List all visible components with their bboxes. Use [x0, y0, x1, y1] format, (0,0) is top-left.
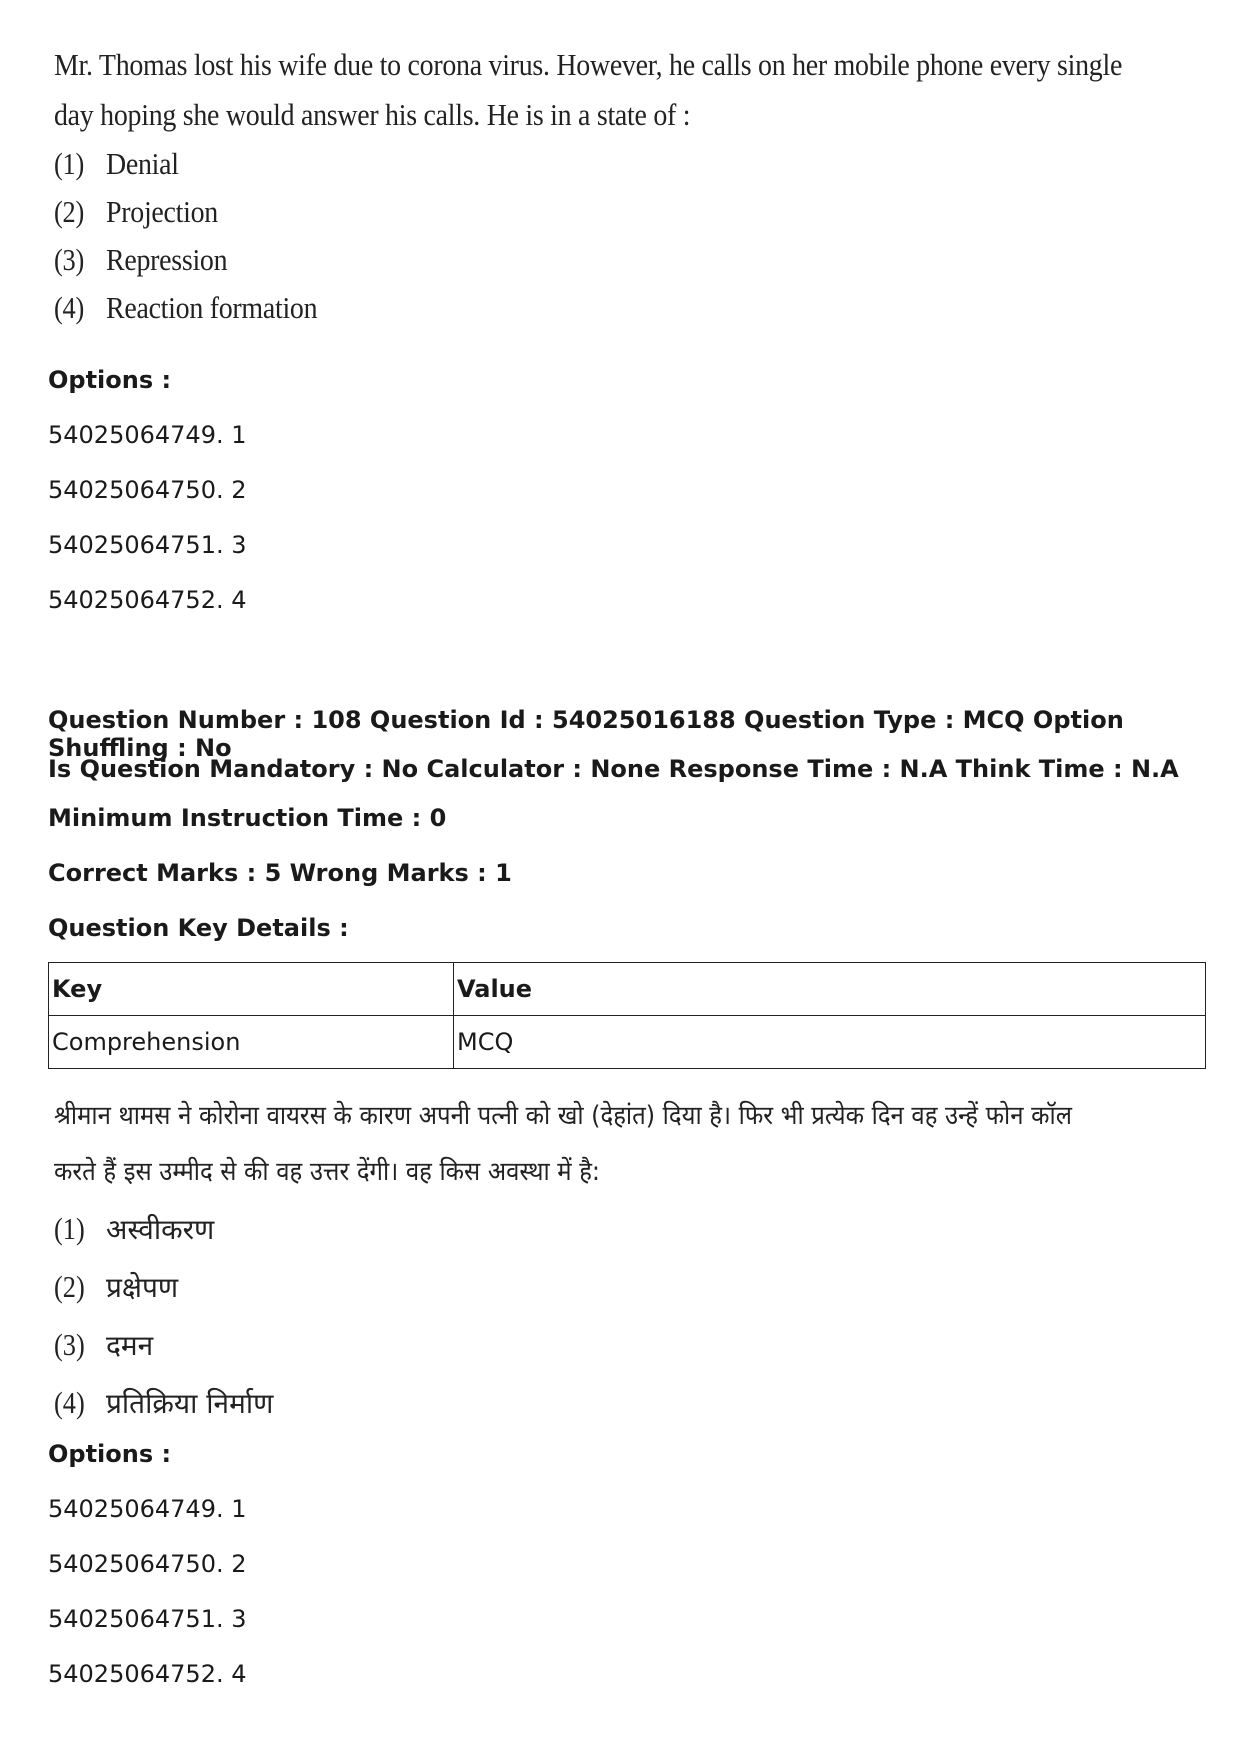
option-text: Reaction formation — [106, 290, 318, 325]
question-option — [54, 1374, 1014, 1432]
question-meta-line: Is Question Mandatory : No Calculator : None Response Time : N.A Think Time : N.A — [48, 755, 1179, 783]
question-option — [54, 140, 1014, 188]
option-item: 54025064751. 3 — [48, 531, 247, 559]
option-number: (1) — [54, 146, 84, 181]
question-text-line: Mr. Thomas lost his wife due to corona virus. However, he calls on her mobile phone every single — [54, 47, 1123, 82]
option-item: 54025064751. 3 — [48, 1605, 247, 1633]
key-details-heading: Question Key Details : — [48, 914, 349, 942]
option-number: (4) — [54, 1385, 85, 1420]
table-cell: Comprehension — [49, 1016, 454, 1069]
table-header-cell: Key — [49, 963, 454, 1016]
table-row — [49, 1016, 1206, 1069]
option-item: 54025064752. 4 — [48, 1660, 247, 1688]
option-text: प्रतिक्रिया निर्माण — [106, 1387, 274, 1420]
option-text: अस्वीकरण — [106, 1213, 215, 1246]
question-option — [54, 236, 1014, 284]
option-number: (4) — [54, 290, 84, 325]
option-item: 54025064752. 4 — [48, 586, 247, 614]
option-item: 54025064749. 1 — [48, 1495, 247, 1523]
table-header-row — [49, 963, 1206, 1016]
question-option — [54, 188, 1014, 236]
option-item: 54025064750. 2 — [48, 1550, 247, 1578]
option-number: (1) — [54, 1211, 85, 1246]
options-heading: Options : — [48, 1440, 172, 1468]
option-text: प्रक्षेपण — [106, 1271, 179, 1304]
question-meta-line: Question Number : 108 Question Id : 54025016188 Question Type : MCQ Option Shuffling : No — [48, 706, 1124, 762]
option-text: Repression — [106, 242, 228, 277]
question-option — [54, 1258, 1014, 1316]
question-option — [54, 1200, 1014, 1258]
table-header-cell: Value — [454, 963, 1206, 1016]
question-image-english — [54, 40, 1123, 332]
marks-line: Correct Marks : 5 Wrong Marks : 1 — [48, 859, 512, 887]
option-number: (2) — [54, 1269, 85, 1304]
option-number: (3) — [54, 242, 84, 277]
option-number: (3) — [54, 1327, 85, 1362]
option-text: Denial — [106, 146, 179, 181]
option-text: दमन — [106, 1329, 154, 1362]
option-text: Projection — [106, 194, 218, 229]
question-option — [54, 284, 1014, 332]
question-text-line: करते हैं इस उम्मीद से की वह उत्तर देंगी। वह किस अवस्था में है: — [54, 1157, 600, 1187]
key-details-table — [48, 962, 1206, 1069]
question-text-line: day hoping she would answer his calls. He is in a state of : — [54, 97, 691, 132]
question-option — [54, 1316, 1014, 1374]
option-number: (2) — [54, 194, 84, 229]
table-cell: MCQ — [454, 1016, 1206, 1069]
question-meta-line: Minimum Instruction Time : 0 — [48, 804, 447, 832]
question-image-hindi — [54, 1088, 1072, 1432]
options-heading: Options : — [48, 366, 172, 394]
option-item: 54025064749. 1 — [48, 421, 247, 449]
option-item: 54025064750. 2 — [48, 476, 247, 504]
question-text-line: श्रीमान थामस ने कोरोना वायरस के कारण अपनी पत्नी को खो (देहांत) दिया है। फिर भी प्रत्येक दिन वह उन्हें फोन कॉल — [54, 1101, 1072, 1131]
